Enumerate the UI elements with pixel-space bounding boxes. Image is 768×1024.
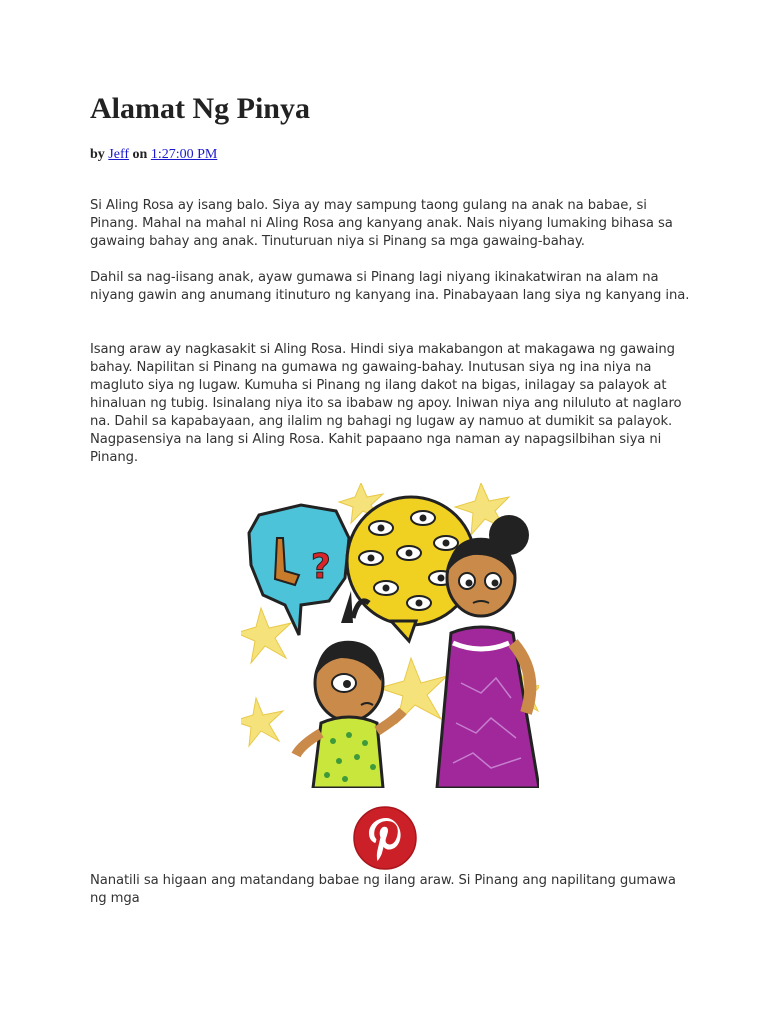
byline-on: on — [132, 147, 148, 162]
byline-by: by — [90, 147, 105, 162]
pinterest-share-button[interactable] — [353, 806, 417, 870]
paragraph-1: Si Aling Rosa ay isang balo. Siya ay may sampung taong gulang na anak na babae, si Pinang. Mahal na mahal ni Aling Rosa ang kanyang anak. Nais niyang lumaking bihasa sa gawaing bahay ang anak. Tinuturuan niya si Pinang sa mga gawaing-bahay. — [90, 198, 673, 249]
page-title: Alamat Ng Pinya — [90, 92, 310, 125]
pinterest-icon — [353, 806, 417, 870]
byline — [90, 147, 217, 163]
paragraph-3: Isang araw ay nagkasakit si Aling Rosa. Hindi siya makabangon at makagawa ng gawaing bahay. Napilitan si Pinang na gumawa ng gawaing-bahay. Inutusan siya ng ina niya na magluto siya ng lugaw. Kumuha si Pinang ng ilang dakot na bigas, inilagay sa palayok at hinaluan ng tubig. Isinalang niya ito sa ibabaw ng apoy. Iniwan niya ang niluluto at naglaro na. Dahil sa kapabayaan, ang ilalim ng bahagi ng lugaw ay namuo at dumikit sa palayok. Nagpasensiya na lang si Aling Rosa. Kahit papaano nga naman ay napagsilbihan siya ni Pinang. — [90, 342, 682, 465]
story-illustration — [241, 483, 539, 788]
paragraph-2: Dahil sa nag-iisang anak, ayaw gumawa si Pinang lagi niyang ikinakatwiran na alam na niyang gawin ang anumang itinuturo ng kanyang ina. Pinabayaan lang siya ng kanyang ina. — [90, 270, 690, 303]
paragraph-4: Nanatili sa higaan ang matandang babae ng ilang araw. Si Pinang ang napilitang gumawa ng mga — [90, 873, 676, 906]
timestamp-link[interactable]: 1:27:00 PM — [150, 147, 218, 162]
author-link[interactable]: Jeff — [108, 147, 130, 162]
bubble-question-mark: ? — [311, 547, 331, 587]
